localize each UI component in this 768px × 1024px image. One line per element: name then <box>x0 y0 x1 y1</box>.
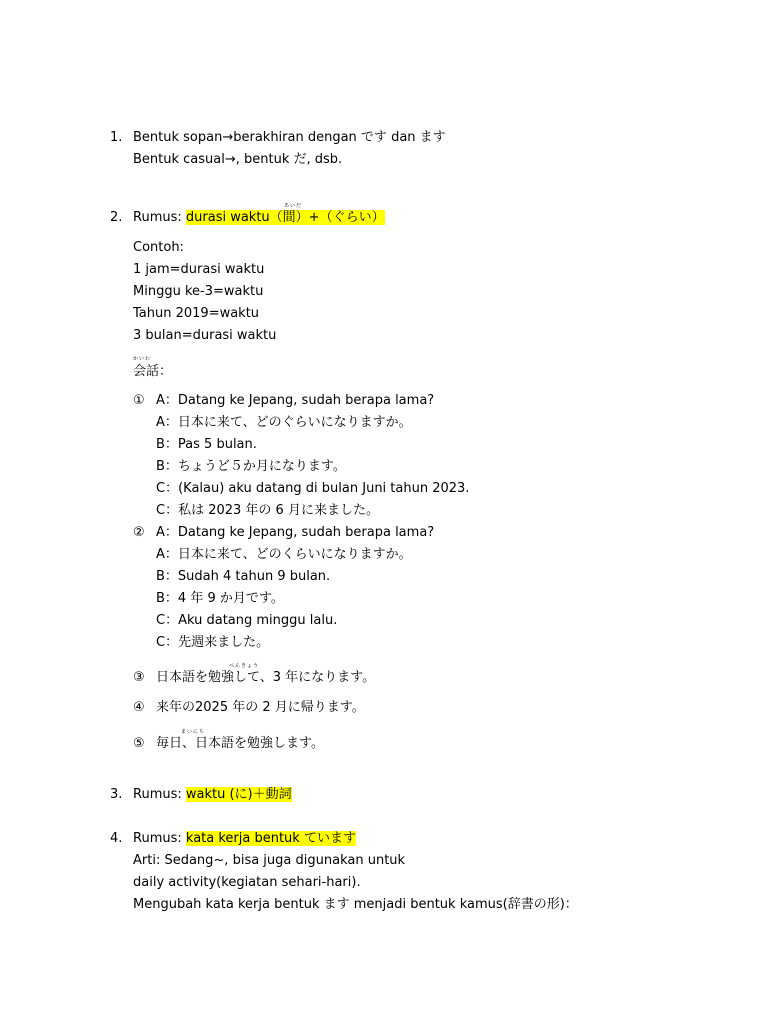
conv-1-line-2: A：日本に来て、どのぐらいになりますか。 <box>156 415 412 430</box>
sentence-5-ruby: まいにち <box>181 729 206 735</box>
item-1-line-1: Bentuk sopan→berakhiran dengan です dan ます <box>133 130 446 145</box>
sentence-3-text: 日本語を勉強して、3 年になります。 <box>156 670 376 685</box>
conv-2-line-2: A：日本に来て、どのくらいになりますか。 <box>156 547 412 562</box>
contoh-line-2: 1 jam=durasi waktu <box>133 262 265 277</box>
contoh-line-3: Minggu ke-3=waktu <box>133 284 264 299</box>
kaiwa-heading: 会話： <box>133 364 173 379</box>
item-3-label: Rumus: <box>133 787 186 802</box>
conv-2-marker: ② <box>133 525 145 540</box>
sentence-3-marker: ③ <box>133 670 145 685</box>
conv-2-line-4: B：4 年 9 か月です。 <box>156 591 284 606</box>
conv-1-line-5: C：(Kalau) aku datang di bulan Juni tahun 2023. <box>156 481 470 496</box>
sentence-4-text: 来年の2025 年の 2 月に帰ります。 <box>156 700 365 715</box>
item-4-label: Rumus: <box>133 831 186 846</box>
item-3-number: 3. <box>110 787 123 802</box>
conv-2-line-3: B：Sudah 4 tahun 9 bulan. <box>156 569 331 584</box>
conv-2-line-5: C：Aku datang minggu lalu. <box>156 613 338 628</box>
conv-2-line-6: C：先週来ました。 <box>156 635 270 650</box>
item-2-formula <box>133 210 385 226</box>
item-1-number: 1. <box>110 130 123 145</box>
contoh-line-1: Contoh: <box>133 240 184 255</box>
item-4-line-3: Mengubah kata kerja bentuk ます menjadi bentuk kamus(辞書の形)： <box>133 897 578 912</box>
conv-1-line-4: B：ちょうど５か月になります。 <box>156 459 346 474</box>
item-2-highlight: durasi waktu（間）+（ぐらい） <box>185 210 385 225</box>
conv-1-line-6: C：私は 2023 年の 6 月に来ました。 <box>156 503 379 518</box>
sentence-4-marker: ④ <box>133 700 145 715</box>
item-4-highlight: kata kerja bentuk ています <box>185 831 356 846</box>
kaiwa-ruby: かいわ <box>133 356 152 362</box>
item-4-number: 4. <box>110 831 123 846</box>
item-2-ruby: あいだ <box>284 203 303 209</box>
contoh-line-5: 3 bulan=durasi waktu <box>133 328 277 343</box>
conv-1-line-3: B：Pas 5 bulan. <box>156 437 257 452</box>
item-4-formula <box>133 831 356 847</box>
item-4-line-1: Arti: Sedang~, bisa juga digunakan untuk <box>133 853 406 868</box>
conv-1-marker: ① <box>133 393 145 408</box>
item-3-formula <box>133 787 292 803</box>
conv-2-line-1: A：Datang ke Jepang, sudah berapa lama? <box>156 525 435 540</box>
item-1-line-2: Bentuk casual→, bentuk だ, dsb. <box>133 152 343 167</box>
sentence-5-marker: ⑤ <box>133 736 145 751</box>
item-2-label: Rumus: <box>133 210 186 225</box>
item-2-number: 2. <box>110 210 123 225</box>
sentence-3-ruby: べんきょう <box>229 663 260 669</box>
contoh-line-4: Tahun 2019=waktu <box>133 306 260 321</box>
sentence-5-text: 毎日、日本語を勉強します。 <box>156 736 324 751</box>
item-4-line-2: daily activity(kegiatan sehari-hari). <box>133 875 361 890</box>
item-3-highlight: waktu (に)＋動詞 <box>185 787 292 802</box>
conv-1-line-1: A：Datang ke Jepang, sudah berapa lama? <box>156 393 435 408</box>
